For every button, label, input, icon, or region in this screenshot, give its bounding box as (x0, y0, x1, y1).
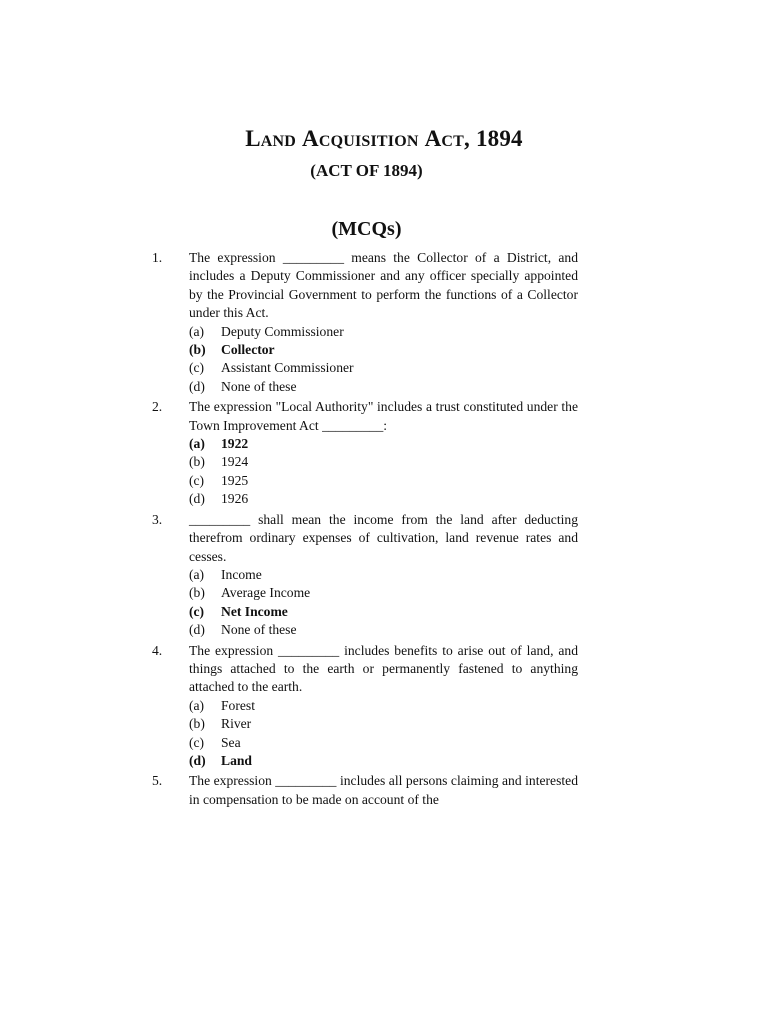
answer-option (189, 472, 578, 490)
option-letter: (d) (189, 752, 206, 768)
question-item (152, 642, 578, 771)
section-heading: (MCQs) (331, 218, 402, 240)
option-text: Forest (221, 697, 255, 713)
answer-option (189, 359, 578, 377)
question-number: 5. (152, 773, 163, 789)
title-rest-cquisition: cquisition (318, 126, 419, 151)
option-letter: (b) (189, 342, 206, 358)
document-subtitle: (ACT OF 1894) (310, 161, 423, 180)
option-text: Income (221, 566, 262, 582)
option-letter: (d) (189, 622, 205, 638)
title-initial-l: L (245, 126, 261, 151)
option-letter: (c) (189, 734, 205, 750)
title-initial-a2: A (424, 126, 442, 151)
option-text: None of these (221, 622, 297, 638)
answer-option-correct (189, 603, 578, 621)
title-rest-ct: ct, (441, 126, 470, 151)
option-letter: (b) (189, 585, 205, 601)
option-letter: (a) (189, 436, 205, 452)
question-text: The expression _________ includes benefits to arise out of land, and things attached to the earth or permanently fastened to anything attached to the earth. (189, 642, 578, 695)
question-number: 1. (152, 250, 163, 265)
question-item (152, 511, 578, 640)
option-text: Land (221, 752, 252, 768)
option-text: Assistant Commissioner (221, 360, 354, 376)
question-number: 3. (152, 511, 163, 527)
title-initial-a1: A (302, 126, 319, 151)
question-item (152, 398, 578, 508)
question-text: The expression _________ includes all persons claiming and interested in compensation to be made on account of the (189, 773, 578, 807)
option-text: 1922 (221, 436, 249, 452)
option-text: 1925 (221, 472, 249, 488)
question-list (152, 249, 578, 811)
answer-option (189, 323, 578, 341)
option-letter: (d) (189, 378, 205, 394)
option-letter: (d) (189, 491, 205, 507)
title-rest-and: and (260, 126, 297, 151)
option-letter: (a) (189, 323, 205, 339)
option-letter: (c) (189, 603, 205, 619)
answer-option (189, 453, 578, 471)
option-text: None of these (221, 378, 297, 394)
answer-option-correct (189, 752, 578, 770)
question-text: The expression _________ means the Collector of a District, and includes a Deputy Commissioner and any officer specially appointed by the Provincial Government to perform the functions of a Collector under this Act. (189, 250, 578, 321)
option-letter: (b) (189, 454, 205, 470)
answer-option (189, 715, 578, 733)
option-letter: (c) (189, 472, 205, 488)
question-text: The expression "Local Authority" includes a trust constituted under the Town Improvement Act _________: (189, 399, 578, 433)
question-number: 2. (152, 399, 163, 415)
title-word-2 (302, 126, 419, 151)
option-text: River (221, 716, 252, 732)
option-letter: (a) (189, 697, 205, 713)
question-item (152, 249, 578, 396)
question-item (152, 772, 578, 809)
question-number: 4. (152, 642, 163, 658)
answer-option (189, 621, 578, 639)
answer-option (189, 734, 578, 752)
answer-option-correct (189, 341, 578, 359)
answer-option (189, 566, 578, 584)
option-text: 1926 (221, 491, 249, 507)
option-letter: (c) (189, 360, 205, 376)
title-word-1 (245, 126, 296, 151)
answer-option (189, 697, 578, 715)
option-text: Sea (221, 734, 241, 750)
answer-option-correct (189, 435, 578, 453)
question-text: _________ shall mean the income from the land after deducting therefrom ordinary expenses of cultivation, land revenue rates and cesses. (189, 511, 578, 564)
option-text: Average Income (221, 585, 311, 601)
option-text: Collector (221, 342, 275, 358)
title-word-3 (425, 126, 470, 151)
answer-option (189, 490, 578, 508)
option-letter: (a) (189, 566, 205, 582)
option-text: Net Income (221, 603, 288, 619)
document-title (0, 126, 768, 152)
option-letter: (b) (189, 716, 205, 732)
title-year: 1894 (475, 126, 523, 151)
answer-option (189, 378, 578, 396)
option-text: Deputy Commissioner (221, 323, 344, 339)
option-text: 1924 (221, 454, 249, 470)
answer-option (189, 584, 578, 602)
